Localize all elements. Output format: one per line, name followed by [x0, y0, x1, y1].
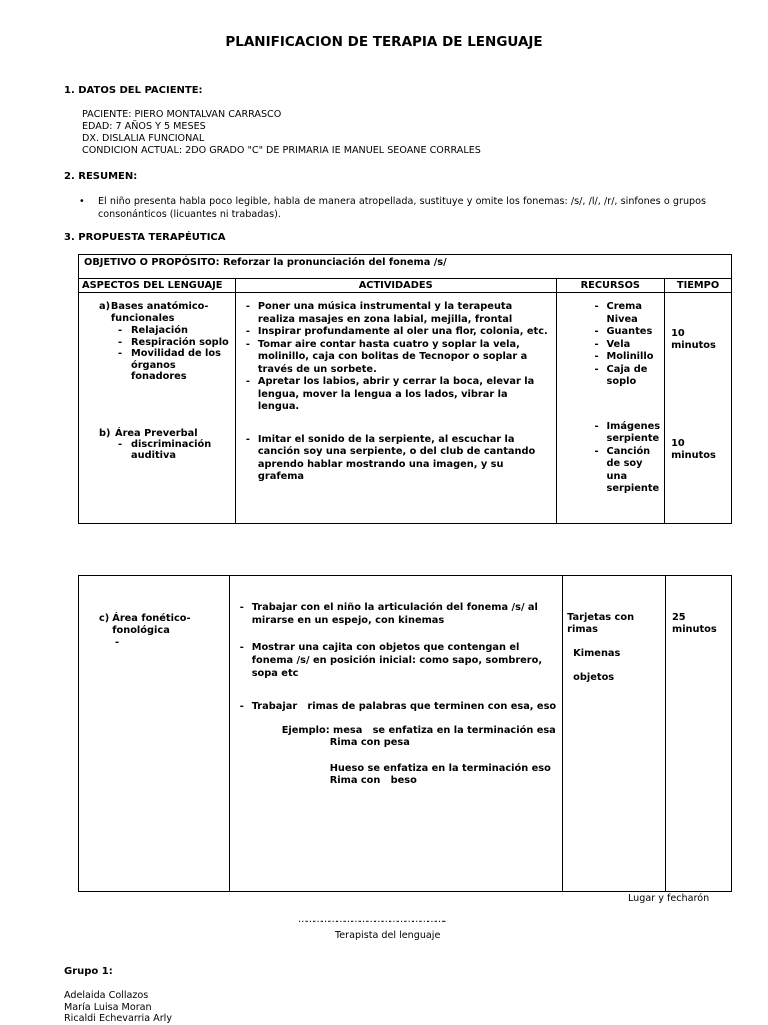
aspect-b: [99, 428, 231, 439]
objective-text: OBJETIVO O PROPÓSITO: Reforzar la pronunciación del fonema /s/: [84, 257, 447, 268]
group-member: Ricaldi Echevarria Arly: [64, 1013, 172, 1024]
aspect-a: [99, 301, 231, 325]
activity-item: - Trabajar rimas de palabras que terminen con esa, eso: [236, 700, 556, 713]
aspect-a-item: - Movilidad de los órganos fonadores: [115, 348, 231, 383]
example-line-2: Rima con pesa: [329, 737, 410, 748]
therapy-table-2: [78, 575, 732, 892]
resource-item: - Vela: [591, 339, 661, 352]
aspect-c-cell: [79, 576, 230, 892]
aspect-a-item: - Relajación: [115, 325, 231, 337]
bullet-icon: •: [79, 196, 85, 207]
time-cell: [665, 293, 732, 524]
aspect-a-list: [115, 325, 231, 383]
activity-item: - Trabajar con el niño la articulación del fonema /s/ al mirarse en un espejo, con kinemas: [236, 601, 556, 627]
section-2-heading: 2. RESUMEN:: [64, 171, 138, 182]
aspect-c-title: Área fonético-fonológica: [112, 613, 191, 636]
activity-item: - Inspirar profundamente al oler una flor, colonia, etc.: [242, 326, 550, 339]
time-c-cell: [665, 576, 731, 892]
section-3-heading: 3. PROPUESTA TERAPÉUTICA: [64, 232, 226, 243]
resource-item: - Crema Nivea: [591, 301, 661, 326]
page-title: PLANIFICACION DE TERAPIA DE LENGUAJE: [225, 34, 543, 50]
aspect-b-list: [115, 439, 231, 462]
time-c: 25 minutos: [671, 612, 717, 635]
resource-item: - Caja de soplo: [591, 364, 661, 389]
time-b: 10 minutos: [671, 438, 716, 461]
activity-item: - Tomar aire contar hasta cuatro y soplar la vela, molinillo, caja con bolitas de Tecnopor o soplar a través de un sorbete.: [242, 339, 550, 377]
activities-c-cell: [229, 576, 562, 892]
activity-item: - Mostrar una cajita con objetos que contengan el fonema /s/ en posición inicial: como sapo, sombrero, sopa etc: [236, 641, 556, 680]
activities-b-list: [242, 434, 550, 484]
resource-item: - Guantes: [591, 326, 661, 339]
summary-text: El niño presenta habla poco legible, habla de manera atropellada, sustituye y omite los fonemas: /s/, /l/, /r/, sinfones o grupos consonánticos (licuantes ni trabadas).: [98, 196, 706, 220]
example-line-3: Hueso se enfatiza en la terminación eso: [329, 763, 551, 774]
aspect-a-label: a): [99, 301, 111, 312]
group-heading: Grupo 1:: [64, 966, 113, 977]
resource-item: - Canción de soy una serpiente: [591, 446, 661, 496]
example-line-1: Ejemplo: mesa se enfatiza en la terminación esa: [281, 725, 556, 736]
aspect-b-title: Área Preverbal: [115, 427, 198, 439]
patient-age: EDAD: 7 AÑOS Y 5 MESES: [82, 121, 206, 132]
header-time: TIEMPO: [665, 279, 732, 293]
example-line-4: Rima con beso: [329, 775, 417, 786]
signature-line: …………………………………………………..: [298, 914, 445, 925]
objective-cell: [79, 255, 732, 279]
group-member: Adelaida Collazos: [64, 990, 149, 1001]
header-aspects: ASPECTOS DEL LENGUAJE: [79, 279, 236, 293]
activity-item: - Apretar los labios, abrir y cerrar la boca, elevar la lengua, mover la lengua a los lados, vibrar la lengua.: [242, 376, 550, 414]
aspect-a-title: Bases anatómico-funcionales: [110, 301, 209, 324]
activity-item: - Imitar el sonido de la serpiente, al escuchar la canción soy una serpiente, o del club de cantando aprendo hablar mostrando una imagen, y su grafema: [242, 434, 550, 484]
patient-condition: CONDICION ACTUAL: 2DO GRADO "C" DE PRIMARIA IE MANUEL SEOANE CORRALES: [82, 145, 481, 156]
group-member: María Luisa Moran: [64, 1002, 152, 1013]
resource-item: objetos: [573, 672, 615, 683]
resource-item: Kimenas: [573, 648, 621, 659]
resources-b-list: [591, 421, 661, 496]
aspect-c-dash: -: [115, 637, 120, 648]
header-resources: RECURSOS: [556, 279, 665, 293]
activities-a-list: [242, 301, 550, 414]
resources-a-list: [591, 301, 661, 389]
patient-diagnosis: DX. DISLALIA FUNCIONAL: [82, 133, 205, 144]
activity-item: - Poner una música instrumental y la terapeuta realiza masajes en zona labial, mejilla, frontal: [242, 301, 550, 326]
header-activities: ACTIVIDADES: [235, 279, 556, 293]
resources-c-cell: [563, 576, 666, 892]
aspects-cell: [79, 293, 236, 524]
section-1-heading: 1. DATOS DEL PACIENTE:: [64, 85, 203, 96]
aspect-a-item: - Respiración soplo: [115, 337, 231, 349]
aspect-b-label: b): [99, 427, 111, 439]
summary-paragraph: [79, 195, 706, 221]
resource-item: - Molinillo: [591, 351, 661, 364]
place-date: Lugar y fecharón: [628, 893, 710, 904]
aspect-c: [99, 613, 225, 637]
resources-cell: [556, 293, 665, 524]
resource-item: - Imágenes serpiente: [591, 421, 661, 446]
activities-cell: [235, 293, 556, 524]
activities-c-list: [236, 601, 556, 713]
resource-item: Tarjetas con rimas: [567, 612, 635, 635]
therapy-table-1: [78, 254, 732, 524]
time-a: 10 minutos: [671, 328, 716, 351]
patient-name: PACIENTE: PIERO MONTALVAN CARRASCO: [82, 109, 282, 120]
aspect-b-item: - discriminación auditiva: [115, 439, 231, 462]
aspect-c-label: c): [99, 613, 110, 624]
signer-title: Terapista del lenguaje: [335, 930, 441, 941]
